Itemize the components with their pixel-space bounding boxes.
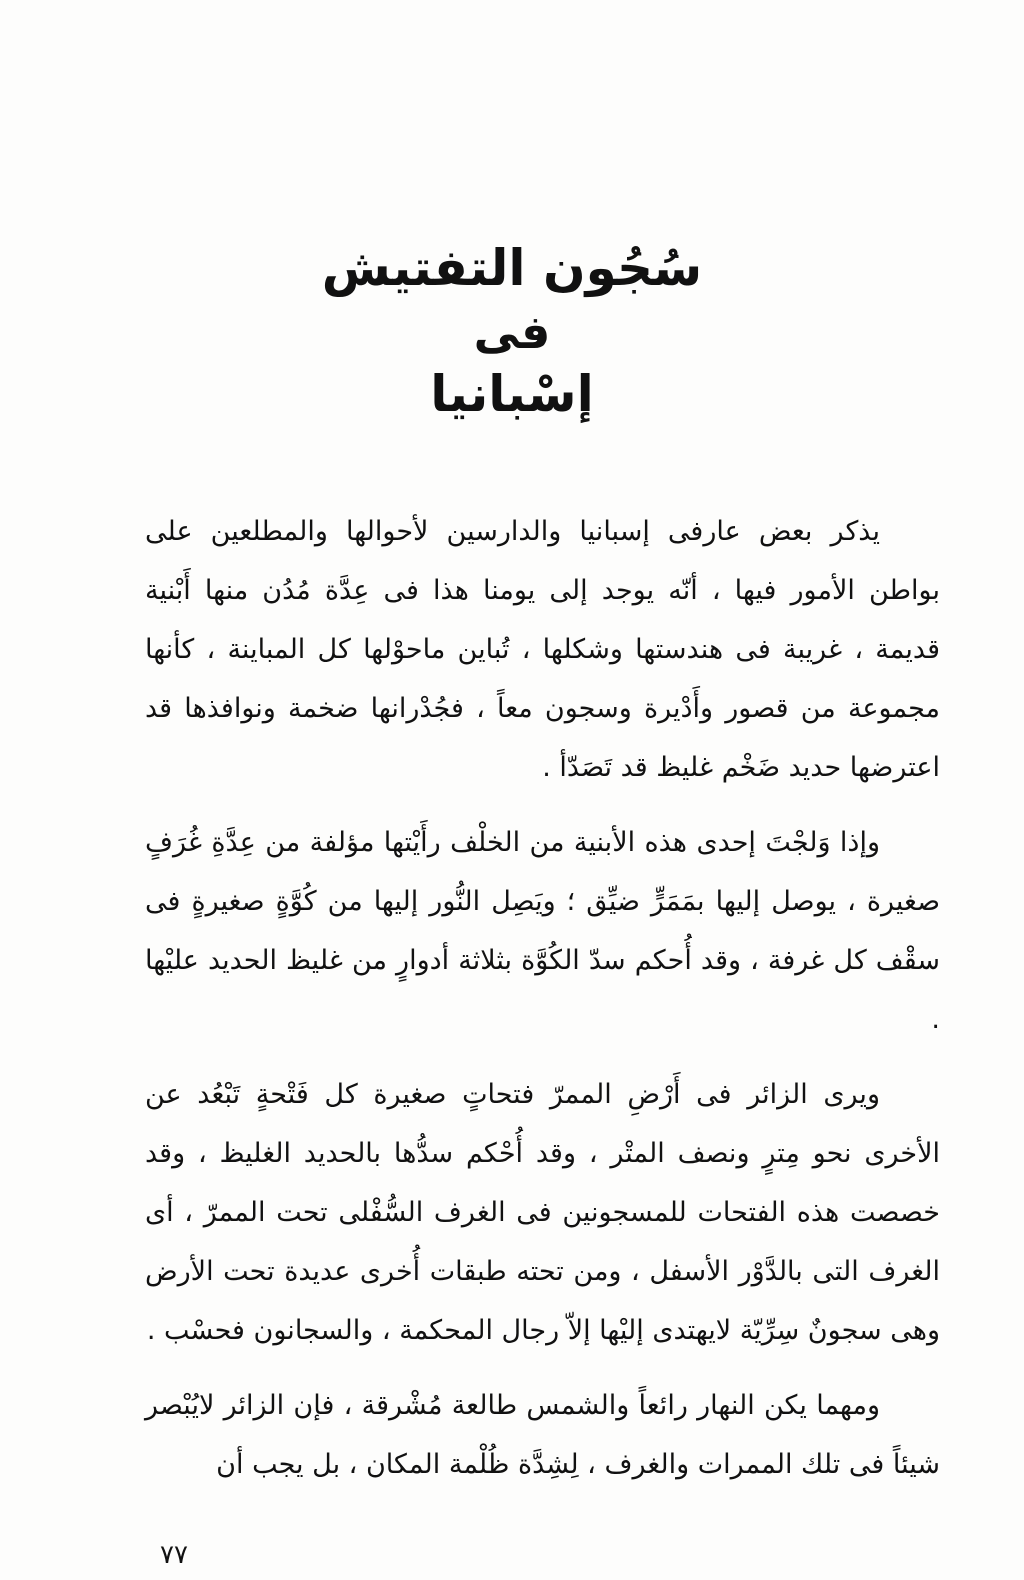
paragraph-3: ويرى الزائر فى أَرْضِ الممرّ فتحاتٍ صغيرة كل فَتْحةٍ تَبْعُد عن الأخرى نحو مِترٍ ونصف المتْر ، وقد أُحْكم سدُّها بالحديد الغليظ ، وقد خصصت هذه الفتحات للمسجونين فى الغرف السُّفْلى تحت الممرّ ، أى الغرف التى بالدَّوْر الأسفل ، ومن تحته طبقات أُخرى عديدة تحت الأرض وهى سجونٌ سِرِّيّة لايهتدى إليْها إلاّ رجال المحكمة ، والسجانون فحسْب . — [145, 1079, 940, 1346]
chapter-title — [0, 240, 1024, 424]
paragraph-4: ومهما يكن النهار رائعاً والشمس طالعة مُشْرقة ، فإن الزائر لايُبْصر شيئاً فى تلك الممرات والغرف ، لِشِدَّة ظُلْمة المكان ، بل يجب أن — [145, 1390, 940, 1480]
body-text — [145, 502, 940, 1510]
title-line-2: فى — [473, 304, 551, 359]
title-line-1: سُجُون التفتيش — [321, 239, 703, 297]
paragraph-2: وإذا وَلجْتَ إحدى هذه الأبنية من الخلْف رأَيْتها مؤلفة من عِدَّةِ غُرَفٍ صغيرة ، يوصل إليها بمَمَرٍّ ضيِّق ؛ ويَصِل النُّور إليها من كُوَّةٍ صغيرةٍ فى سقْف كل غرفة ، وقد أُحكم سدّ الكُوَّة بثلاثة أدوارٍ من غليظ الحديد عليْها . — [145, 827, 940, 1035]
paragraph-1: يذكر بعض عارفى إسبانيا والدارسين لأحوالها والمطلعين على بواطن الأمور فيها ، أنّه يوجد إلى يومنا هذا فى عِدَّة مُدُن منها أَبْنية قديمة ، غريبة فى هندستها وشكلها ، تُباين ماحوْلها كل المباينة ، كأنها مجموعة من قصور وأَدْيرة وسجون معاً ، فجُدْرانها ضخمة ونوافذها قد اعترضها حديد ضَخْم غليظ قد تَصَدّأ . — [145, 516, 940, 783]
page-number: ٧٧ — [160, 1540, 188, 1570]
title-line-3: إسْبانيا — [430, 365, 594, 424]
